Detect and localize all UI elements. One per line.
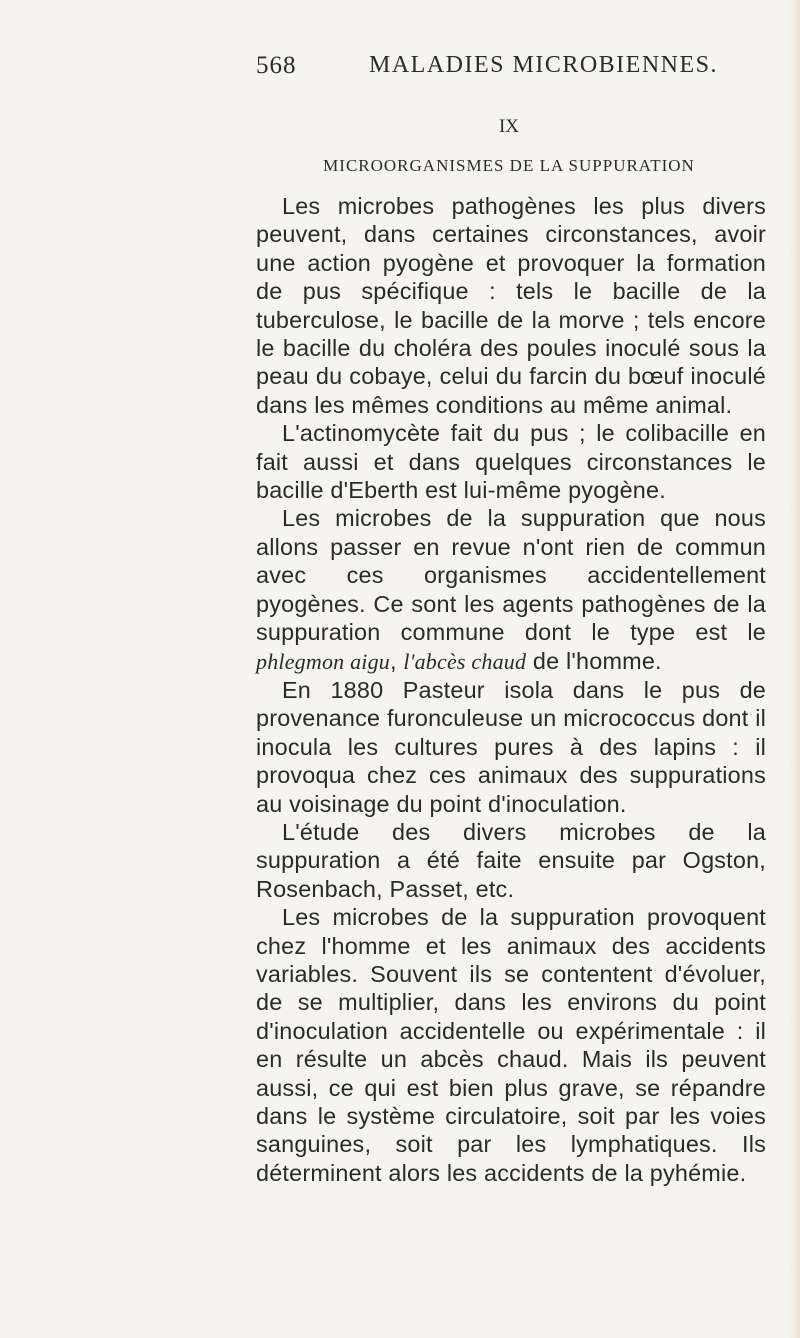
paragraph <box>256 192 766 419</box>
paragraph-text: En 1880 Pasteur isola dans le pus de provenance furonculeuse un micrococcus dont il inocula les cultures pures à des lapins : il provoqua chez ces animaux des suppurations au voisinage du point d'inoculation. <box>256 676 766 817</box>
paragraph <box>256 504 766 675</box>
paragraph-text: Les microbes de la suppuration que nous allons passer en revue n'ont rien de commun avec ces organismes accidentellement pyogènes. Ce sont les agents pathogènes de la suppuration commune dont le type est le <box>256 505 766 646</box>
paragraph-text: , <box>389 647 404 674</box>
paragraph <box>256 818 766 903</box>
italic-text: l'abcès chaud <box>403 648 527 674</box>
running-header <box>256 52 756 84</box>
paragraph-text: Les microbes de la suppuration provoquent chez l'homme et les animaux des accidents variables. Souvent ils se contentent d'évoluer, de se multiplier, dans les environs du point d'inoculation accidentelle ou expérimentale : il en résulte un abcès chaud. Mais ils peuvent aussi, ce qui est bien plus grave, se répandre dans le système circulatoire, soit par les voies sanguines, soit par les lymphatiques. Ils déterminent alors les accidents de la pyhémie. <box>256 904 766 1186</box>
body-text <box>256 192 766 1187</box>
paragraph <box>256 676 766 818</box>
paragraph-text: de l'homme. <box>526 647 662 674</box>
paragraph-text: Les microbes pathogènes les plus divers peuvent, dans certaines circonstances, avoir une action pyogène et provoquer la formation de pus spécifique : tels le bacille de la tuberculose, le bacille de la morve ; tels encore le bacille du choléra des poules inoculé sous la peau du cobaye, celui du farcin du bœuf inoculé dans les mêmes conditions au même animal. <box>256 193 766 418</box>
page-number: 568 <box>256 52 297 79</box>
running-title: MALADIES MICROBIENNES. <box>369 52 719 78</box>
paragraph-text: L'étude des divers microbes de la suppuration a été faite ensuite par Ogston, Rosenbach, Passet, etc. <box>256 818 766 902</box>
paragraph <box>256 419 766 504</box>
italic-text: phlegmon aigu <box>256 648 390 674</box>
page-edge <box>790 0 800 1338</box>
chapter-title: MICROORGANISMES DE LA SUPPURATION <box>323 156 695 175</box>
chapter-number: IX <box>498 116 520 137</box>
paragraph <box>256 903 766 1187</box>
paragraph-text: L'actinomycète fait du pus ; le colibacille en fait aussi et dans quelques circonstances le bacille d'Eberth est lui-même pyogène. <box>256 420 766 504</box>
